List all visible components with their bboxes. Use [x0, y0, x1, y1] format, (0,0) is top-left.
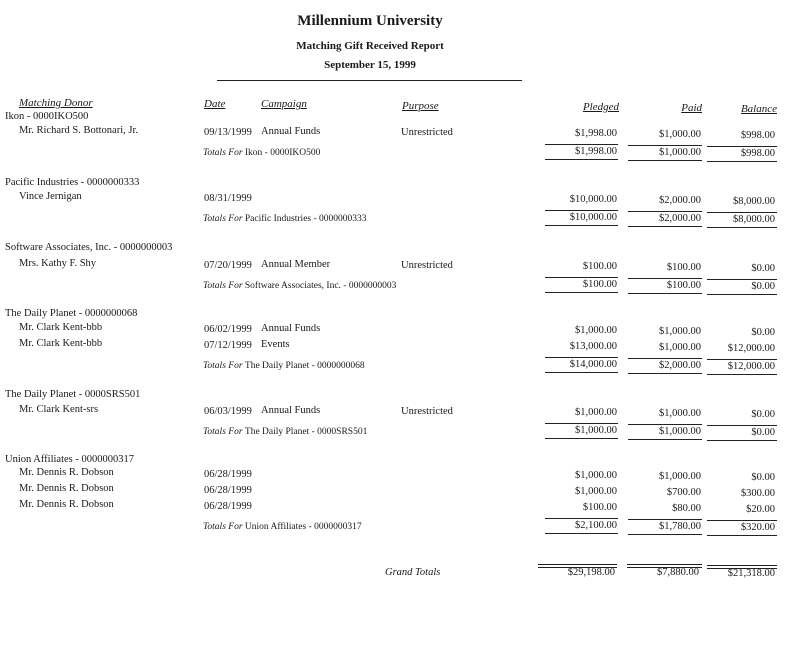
- gift-date: 07/12/1999: [204, 340, 252, 351]
- gift-date: 06/28/1999: [204, 485, 252, 496]
- balance-amount: $0.00: [751, 263, 775, 274]
- balance-total-underline: [707, 440, 777, 441]
- col-header-balance: Balance: [740, 103, 777, 115]
- paid-total-rule: [628, 424, 702, 425]
- pledged-total: $2,100.00: [575, 520, 617, 531]
- donor-group-name: Union Affiliates - 0000000317: [5, 454, 135, 465]
- pledged-total-rule: [545, 277, 618, 278]
- pledged-amount: $1,000.00: [575, 325, 617, 336]
- gift-date: 06/28/1999: [204, 501, 252, 512]
- col-header-donor: Matching Donor: [19, 97, 93, 109]
- balance-total-rule: [707, 359, 777, 360]
- donor-contact-name: Mr. Clark Kent-srs: [19, 404, 99, 415]
- gift-date: 06/28/1999: [204, 469, 252, 480]
- balance-total-underline: [707, 294, 777, 295]
- donor-contact-name: Mr. Richard S. Bottonari, Jr.: [19, 125, 138, 136]
- paid-total: $2,000.00: [659, 360, 701, 371]
- gift-date: 07/20/1999: [204, 260, 252, 271]
- balance-total: $320.00: [740, 522, 775, 533]
- donor-group-name: The Daily Planet - 0000SRS501: [5, 389, 141, 400]
- balance-amount: $0.00: [751, 409, 775, 420]
- paid-amount: $2,000.00: [659, 195, 701, 206]
- pledged-total-underline: [545, 438, 618, 439]
- donor-contact-name: Mr. Dennis R. Dobson: [19, 483, 114, 494]
- paid-total: $1,000.00: [659, 426, 701, 437]
- paid-total-underline: [628, 439, 702, 440]
- paid-total: $100.00: [666, 280, 701, 291]
- pledged-amount: $100.00: [582, 261, 617, 272]
- paid-total-underline: [628, 226, 702, 227]
- pledged-amount: $10,000.00: [569, 194, 617, 205]
- paid-total-rule: [628, 211, 702, 212]
- donor-contact-name: Mr. Clark Kent-bbb: [19, 322, 103, 333]
- pledged-total-rule: [545, 144, 618, 145]
- header-rule: [217, 80, 522, 81]
- col-header-pledged: Pledged: [582, 101, 619, 113]
- gift-purpose: Unrestricted: [401, 127, 453, 138]
- paid-amount: $1,000.00: [659, 342, 701, 353]
- gift-date: 06/03/1999: [204, 406, 252, 417]
- report-date: September 15, 1999: [324, 59, 416, 71]
- pledged-total-underline: [545, 225, 618, 226]
- pledged-total-underline: [545, 292, 618, 293]
- pledged-total-rule: [545, 357, 618, 358]
- paid-amount: $1,000.00: [659, 471, 701, 482]
- paid-total: $1,000.00: [659, 147, 701, 158]
- grand-totals-label: Grand Totals: [385, 567, 441, 578]
- pledged-total: $14,000.00: [569, 359, 617, 370]
- donor-contact-name: Mr. Dennis R. Dobson: [19, 467, 114, 478]
- balance-amount: $300.00: [740, 488, 775, 499]
- group-totals-label: [203, 214, 367, 224]
- paid-total-underline: [628, 373, 702, 374]
- pledged-total: $1,998.00: [575, 146, 617, 157]
- grand-pledged: $29,198.00: [567, 567, 615, 578]
- balance-total-underline: [707, 227, 777, 228]
- gift-purpose: Unrestricted: [401, 406, 453, 417]
- paid-amount: $700.00: [666, 487, 701, 498]
- balance-total: $8,000.00: [733, 214, 775, 225]
- gift-campaign: Annual Member: [261, 259, 331, 270]
- paid-total-underline: [628, 160, 702, 161]
- pledged-amount: $100.00: [582, 502, 617, 513]
- donor-group-name: The Daily Planet - 0000000068: [5, 308, 138, 319]
- group-totals-label: [203, 427, 367, 437]
- pledged-total-underline: [545, 159, 618, 160]
- group-totals-label: [203, 361, 365, 371]
- pledged-amount: $1,998.00: [575, 128, 617, 139]
- col-header-paid: Paid: [681, 102, 702, 114]
- paid-amount: $1,000.00: [659, 408, 701, 419]
- paid-amount: $1,000.00: [659, 129, 701, 140]
- balance-amount: $20.00: [746, 504, 775, 515]
- paid-total-rule: [628, 278, 702, 279]
- totals-for-prefix: Totals For: [203, 214, 243, 224]
- gift-campaign: Annual Funds: [261, 405, 321, 416]
- paid-total: $1,780.00: [659, 521, 701, 532]
- totals-for-prefix: Totals For: [203, 427, 243, 437]
- balance-total-underline: [707, 161, 777, 162]
- paid-amount: $80.00: [672, 503, 701, 514]
- totals-for-prefix: Totals For: [203, 522, 243, 532]
- balance-total: $0.00: [751, 427, 775, 438]
- paid-amount: $100.00: [666, 262, 701, 273]
- balance-total-rule: [707, 520, 777, 521]
- balance-total-rule: [707, 279, 777, 280]
- pledged-amount: $13,000.00: [569, 341, 617, 352]
- balance-total-underline: [707, 535, 777, 536]
- balance-total-underline: [707, 374, 777, 375]
- grand-balance: $21,318.00: [727, 568, 775, 579]
- paid-total: $2,000.00: [659, 213, 701, 224]
- totals-for-name: Union Affiliates - 0000000317: [244, 522, 362, 532]
- university-title: Millennium University: [297, 13, 443, 29]
- pledged-amount: $1,000.00: [575, 407, 617, 418]
- balance-amount: $0.00: [751, 327, 775, 338]
- donor-contact-name: Vince Jernigan: [19, 191, 82, 202]
- balance-total-rule: [707, 425, 777, 426]
- gift-date: 08/31/1999: [204, 193, 252, 204]
- pledged-total-rule: [545, 210, 618, 211]
- balance-total-rule: [707, 212, 777, 213]
- donor-group-name: Software Associates, Inc. - 0000000003: [5, 242, 173, 253]
- pledged-total-underline: [545, 533, 618, 534]
- col-header-campaign: Campaign: [261, 98, 307, 110]
- pledged-total-underline: [545, 372, 618, 373]
- balance-amount: $8,000.00: [733, 196, 775, 207]
- paid-total-underline: [628, 534, 702, 535]
- balance-amount: $0.00: [751, 472, 775, 483]
- gift-campaign: Annual Funds: [261, 323, 321, 334]
- gift-date: 09/13/1999: [204, 127, 252, 138]
- totals-for-name: Ikon - 0000IKO500: [244, 148, 321, 158]
- totals-for-prefix: Totals For: [203, 361, 243, 371]
- totals-for-name: The Daily Planet - 0000000068: [244, 361, 365, 371]
- balance-total: $998.00: [740, 148, 775, 159]
- paid-total-rule: [628, 358, 702, 359]
- pledged-amount: $1,000.00: [575, 486, 617, 497]
- report-title: Matching Gift Received Report: [296, 40, 444, 52]
- group-totals-label: [203, 281, 396, 291]
- paid-total-underline: [628, 293, 702, 294]
- balance-total: $0.00: [751, 281, 775, 292]
- donor-contact-name: Mrs. Kathy F. Shy: [19, 258, 97, 269]
- balance-amount: $12,000.00: [727, 343, 775, 354]
- totals-for-name: Software Associates, Inc. - 0000000003: [244, 281, 397, 291]
- totals-for-prefix: Totals For: [203, 281, 243, 291]
- pledged-total: $1,000.00: [575, 425, 617, 436]
- group-totals-label: [203, 148, 320, 158]
- pledged-total-rule: [545, 518, 618, 519]
- donor-contact-name: Mr. Dennis R. Dobson: [19, 499, 114, 510]
- pledged-total: $100.00: [582, 279, 617, 290]
- pledged-total: $10,000.00: [569, 212, 617, 223]
- pledged-amount: $1,000.00: [575, 470, 617, 481]
- paid-total-rule: [628, 519, 702, 520]
- pledged-total-rule: [545, 423, 618, 424]
- grand-paid: $7,880.00: [657, 567, 699, 578]
- gift-campaign: Events: [261, 339, 290, 350]
- donor-group-name: Pacific Industries - 0000000333: [5, 177, 140, 188]
- totals-for-name: Pacific Industries - 0000000333: [244, 214, 367, 224]
- col-header-date: Date: [204, 98, 226, 110]
- gift-date: 06/02/1999: [204, 324, 252, 335]
- gift-campaign: Annual Funds: [261, 126, 321, 137]
- balance-total: $12,000.00: [727, 361, 775, 372]
- totals-for-prefix: Totals For: [203, 148, 243, 158]
- paid-total-rule: [628, 145, 702, 146]
- group-totals-label: [203, 522, 362, 532]
- balance-total-rule: [707, 146, 777, 147]
- paid-amount: $1,000.00: [659, 326, 701, 337]
- col-header-purpose: Purpose: [402, 100, 439, 112]
- donor-group-name: Ikon - 0000IKO500: [5, 111, 89, 122]
- totals-for-name: The Daily Planet - 0000SRS501: [244, 427, 368, 437]
- gift-purpose: Unrestricted: [401, 260, 453, 271]
- donor-contact-name: Mr. Clark Kent-bbb: [19, 338, 103, 349]
- balance-amount: $998.00: [740, 130, 775, 141]
